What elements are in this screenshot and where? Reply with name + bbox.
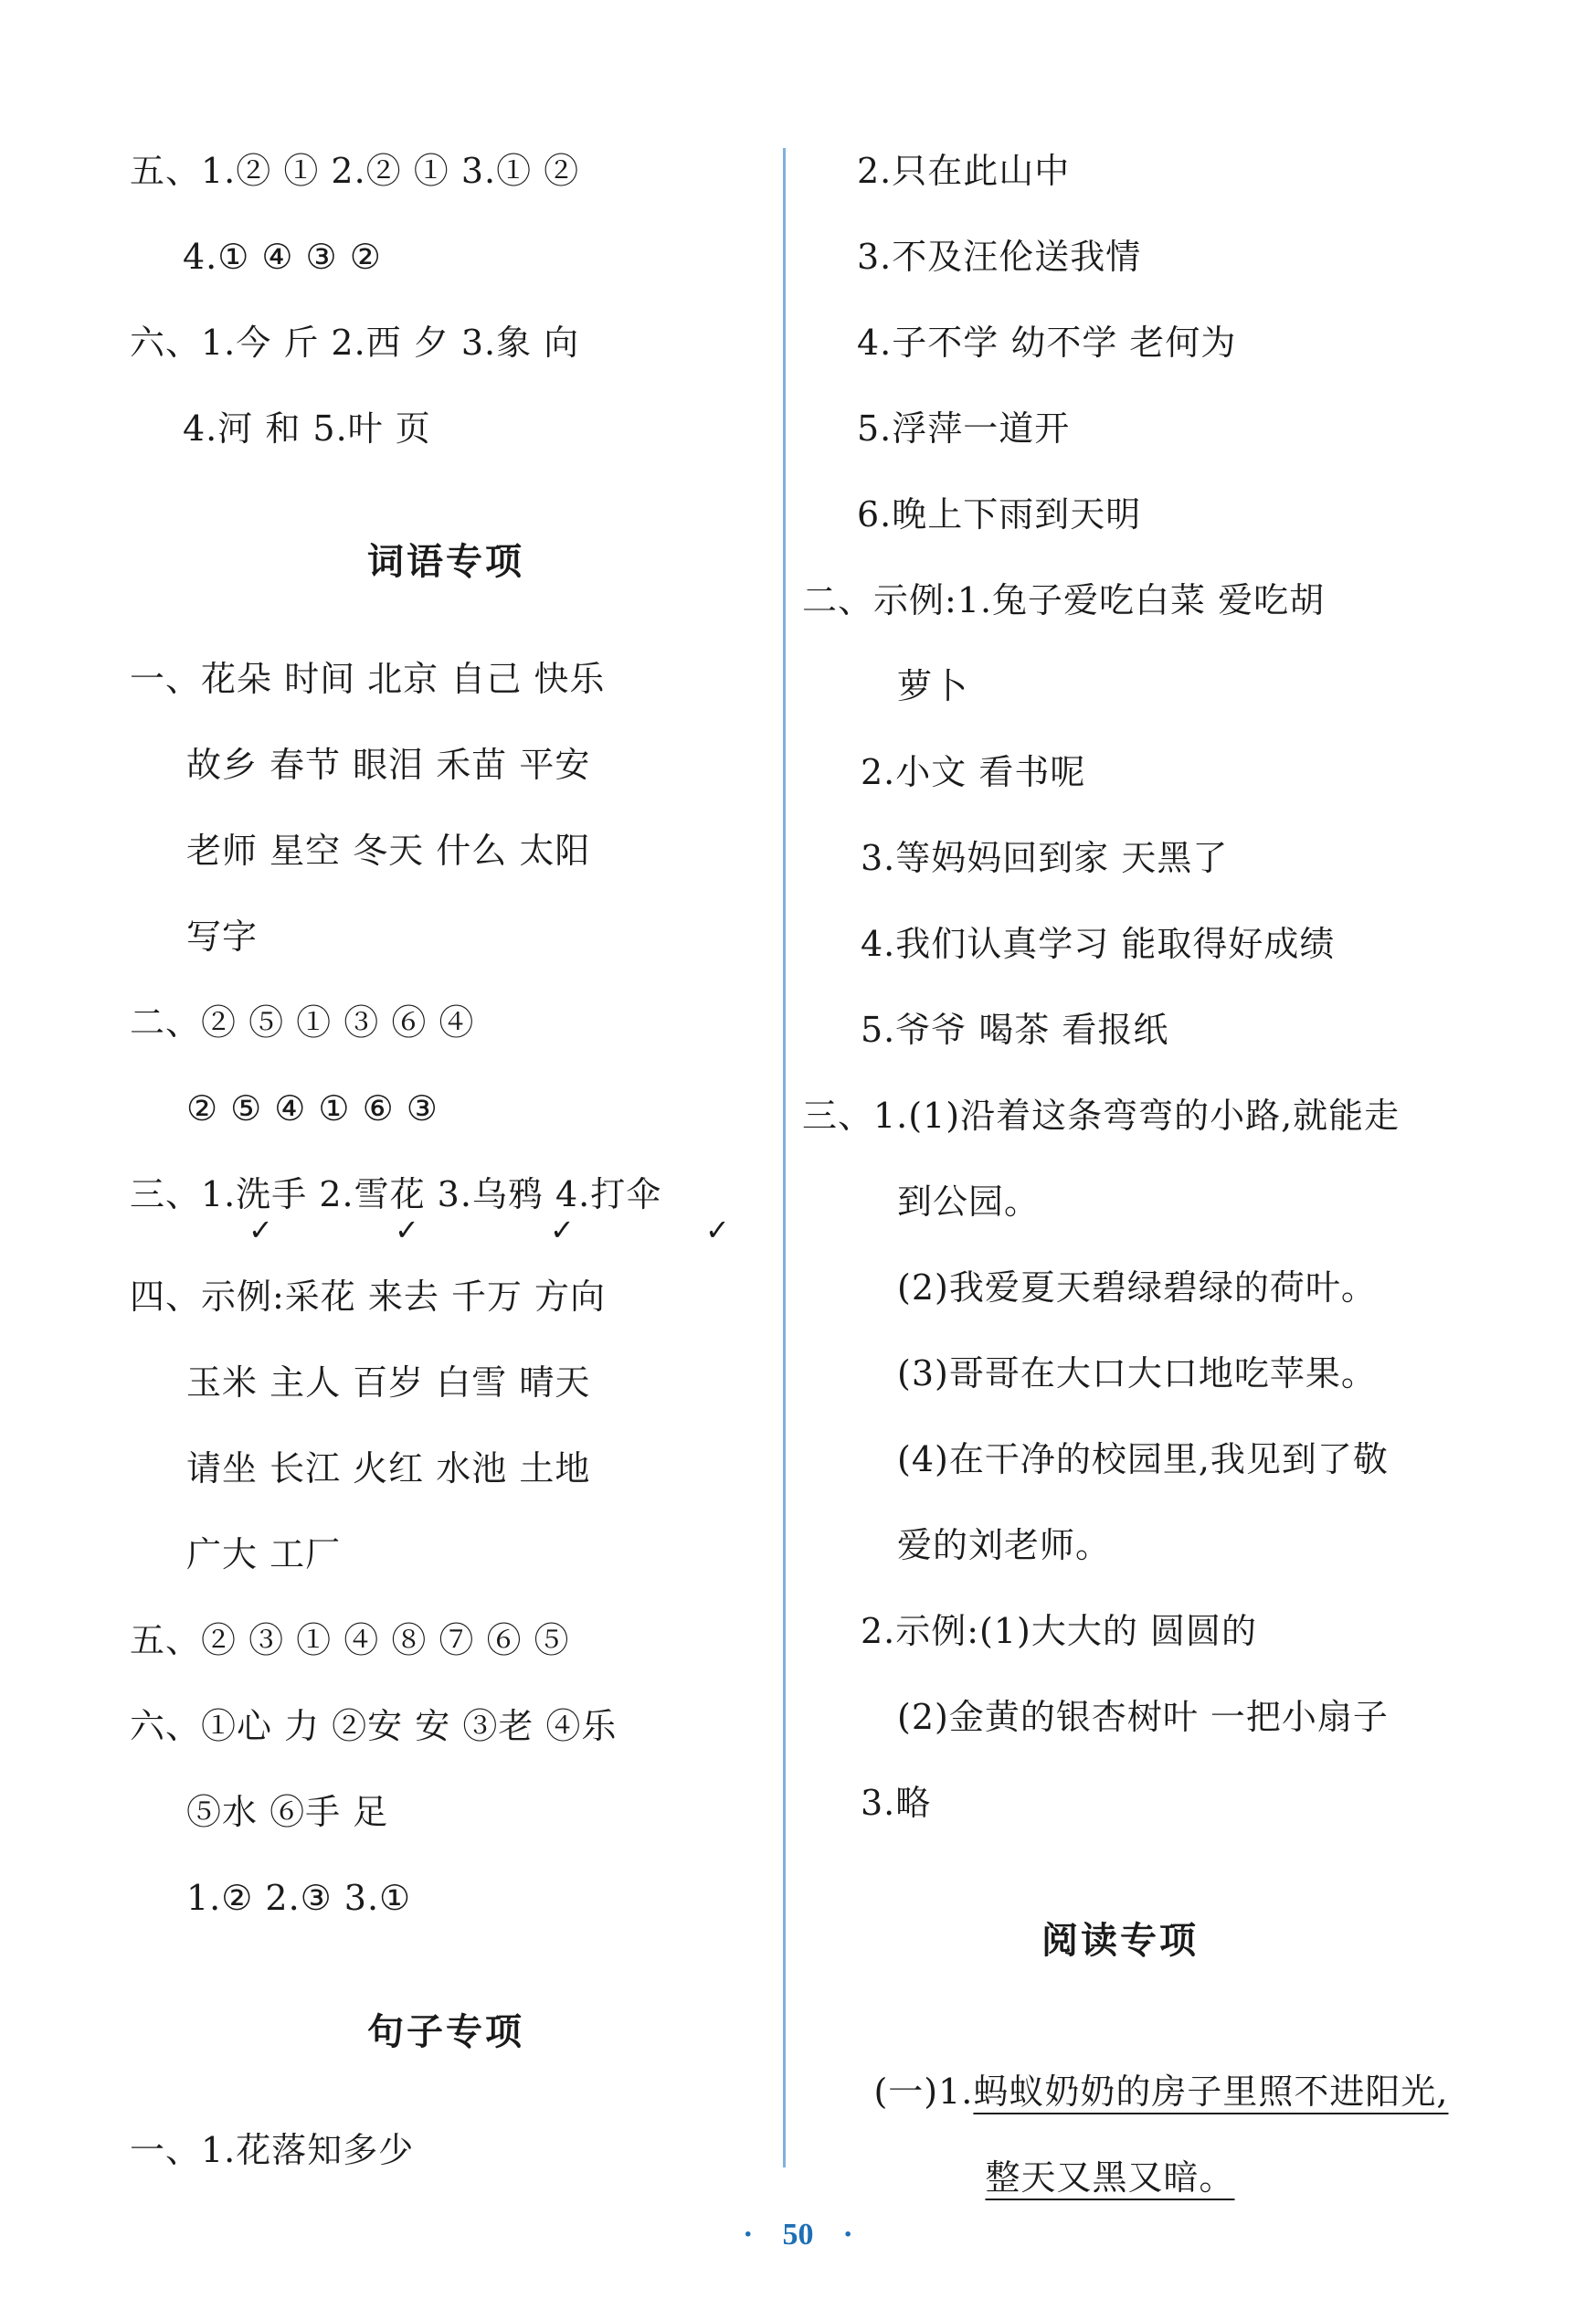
decorative-dot: · — [842, 2218, 853, 2252]
answer-line: 玉米 主人 百岁 白雪 晴天 — [186, 1362, 591, 1403]
underlined-answer: 整天又黑又暗。 — [985, 2157, 1235, 2198]
section-heading-ciyu: 词语专项 — [367, 541, 524, 583]
answer-line: (2)金黄的银杏树叶 一把小扇子 — [897, 1697, 1389, 1737]
check-mark-icon: ✓ — [395, 1213, 419, 1247]
check-mark-icon: ✓ — [550, 1213, 575, 1247]
answer-line: 3.略 — [861, 1783, 932, 1823]
answer-line: 4.河 和 5.叶 页 — [183, 408, 431, 449]
answer-line: 4.① ④ ③ ② — [183, 237, 382, 277]
page-number — [0, 2218, 1596, 2252]
answer-line: 1.② 2.③ 3.① — [186, 1878, 412, 1918]
answer-line: 三、1.(1)沿着这条弯弯的小路,就能走 — [802, 1096, 1400, 1136]
answer-line: 6.晚上下雨到天明 — [857, 494, 1142, 535]
page-number-value: 50 — [782, 2218, 814, 2252]
answer-line: 六、①心 力 ②安 安 ③老 ④乐 — [130, 1706, 618, 1746]
answer-line: 五、② ③ ① ④ ⑧ ⑦ ⑥ ⑤ — [130, 1620, 570, 1660]
answer-line: 广大 工厂 — [186, 1534, 342, 1574]
check-mark-icon: ✓ — [705, 1213, 730, 1247]
answer-line: 2.只在此山中 — [857, 151, 1071, 191]
decorative-dot: · — [743, 2218, 754, 2252]
answer-line: 二、示例:1.兔子爱吃白菜 爱吃胡 — [802, 580, 1326, 620]
answer-line: (3)哥哥在大口大口地吃苹果。 — [897, 1353, 1377, 1393]
answer-line: 老师 星空 冬天 什么 太阳 — [186, 831, 591, 871]
answer-line: 2.小文 看书呢 — [861, 752, 1086, 792]
answer-line: (4)在干净的校园里,我见到了敬 — [897, 1439, 1389, 1479]
answer-line: 到公园。 — [897, 1181, 1041, 1222]
answer-line: 3.等妈妈回到家 天黑了 — [861, 838, 1229, 878]
answer-number: (一)1. — [873, 2072, 974, 2112]
answer-line: 一、1.花落知多少 — [130, 2130, 415, 2170]
answer-line: 四、示例:采花 来去 千万 方向 — [130, 1277, 607, 1317]
answer-line: (2)我爱夏天碧绿碧绿的荷叶。 — [897, 1267, 1377, 1308]
section-heading-juzi: 句子专项 — [367, 2011, 524, 2053]
answer-line: 二、② ⑤ ① ③ ⑥ ④ — [130, 1002, 475, 1043]
answer-line: 萝卜 — [897, 666, 969, 706]
section-heading-yuedu: 阅读专项 — [1041, 1920, 1199, 1962]
answer-line: ⑤水 ⑥手 足 — [186, 1792, 389, 1832]
answer-line: 2.示例:(1)大大的 圆圆的 — [861, 1611, 1257, 1651]
answer-line: 请坐 长江 火红 水池 土地 — [186, 1448, 591, 1489]
check-mark-icon: ✓ — [248, 1213, 273, 1247]
answer-line: 写字 — [186, 917, 259, 957]
answer-line — [914, 2125, 1235, 2230]
answer-line: 六、1.今 斤 2.西 夕 3.象 向 — [130, 323, 580, 363]
answer-line: 4.子不学 幼不学 老何为 — [857, 323, 1237, 363]
answer-line: 一、花朵 时间 北京 自己 快乐 — [130, 659, 606, 699]
answer-line: 4.我们认真学习 能取得好成绩 — [861, 924, 1336, 964]
answer-line: ② ⑤ ④ ① ⑥ ③ — [186, 1088, 439, 1129]
answer-line: 三、1.洗手 2.雪花 3.乌鸦 4.打伞 — [130, 1174, 662, 1214]
answer-line: 故乡 春节 眼泪 禾苗 平安 — [186, 745, 591, 785]
answer-line: 5.浮萍一道开 — [857, 408, 1071, 449]
column-divider — [783, 148, 786, 2167]
answer-line: 爱的刘老师。 — [897, 1525, 1112, 1565]
answer-line: 五、1.② ① 2.② ① 3.① ② — [130, 151, 580, 191]
underlined-answer: 蚂蚁奶奶的房子里照不进阳光, — [973, 2072, 1449, 2112]
answer-line: 3.不及汪伦送我情 — [857, 237, 1142, 277]
answer-line: 5.爷爷 喝茶 看报纸 — [861, 1010, 1169, 1050]
